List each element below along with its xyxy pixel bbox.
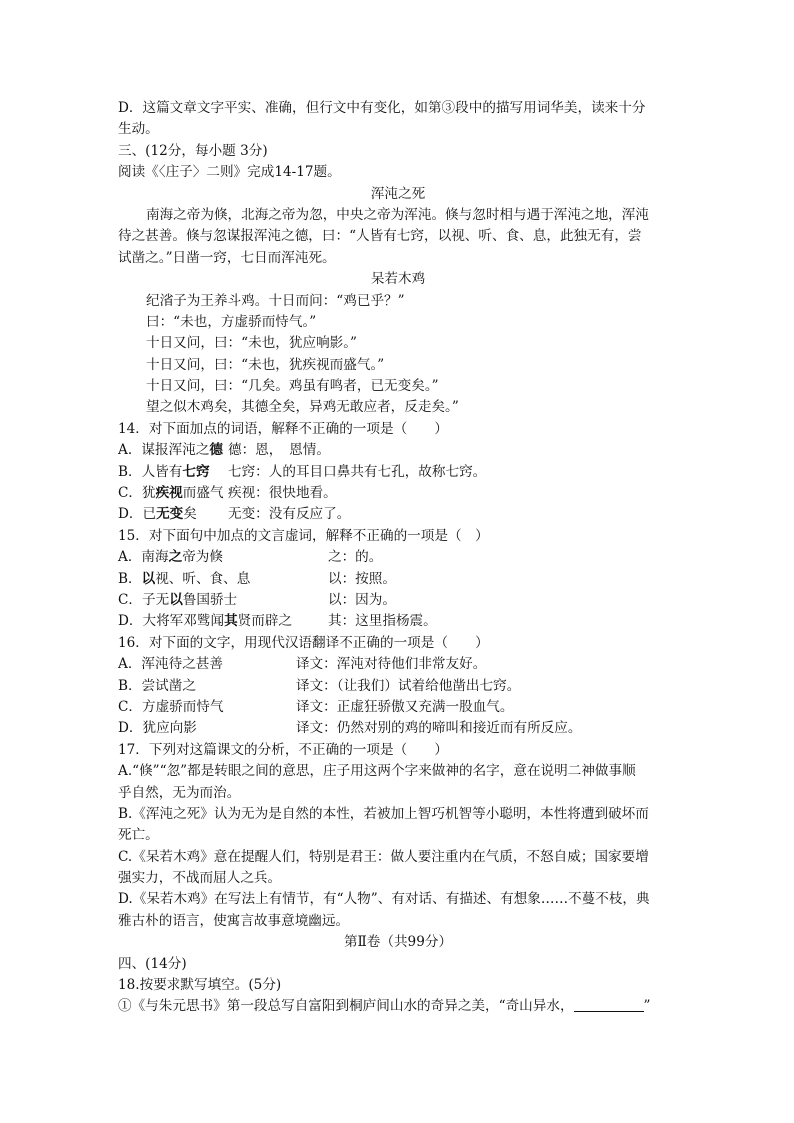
passage-line: 试凿之。”日凿一窍，七日而浑沌死。 (118, 249, 336, 266)
question-17: 17．下列对这篇课文的分析，不正确的一项是（ ） (118, 741, 448, 758)
question-14: 14．对下面加点的词语，解释不正确的一项是（ ） (118, 420, 448, 437)
passage-line: 纪渻子为王养斗鸡。十日而问：“鸡已乎？” (146, 292, 405, 309)
q16-option-c: C．方虚骄而恃气 译文：正虚狂骄傲又充满一股血气。 (118, 698, 514, 715)
question-18: 18.按要求默写填空。(5分) (118, 977, 282, 994)
part-2-heading: 第Ⅱ卷（共99分） (343, 934, 453, 951)
q17-option-a-cont: 乎自然，无为而治。 (118, 784, 241, 801)
question-16: 16．对下面的文字，用现代汉语翻译不正确的一项是（ ） (118, 634, 489, 651)
q17-option-d-cont: 雅古朴的语言，使寓言故事意境幽远。 (118, 912, 350, 929)
text-line: 生动。 (118, 121, 159, 138)
q17-option-b: B.《浑沌之死》认为无为是自然的本性，若被加上智巧机智等小聪明，本性将遭到破坏而 (118, 805, 649, 822)
passage-line: 南海之帝为倏，北海之帝为忽，中央之帝为浑沌。倏与忽时相与遇于浑沌之地，浑沌 (146, 206, 649, 223)
q18-item-1: ①《与朱元思书》第一段总写自富阳到桐庐间山水的奇异之美，“奇山异水， ” (118, 998, 651, 1015)
reading-instruction: 阅读《〈庄子〉二则》完成14-17题。 (118, 164, 341, 181)
q14-option-a: A．谋报浑沌之德 德：恩， 恩情。 (118, 442, 330, 459)
q14-option-d: D．已无变矣 无变：没有反应了。 (118, 506, 351, 523)
q15-option-a: A．南海之帝为倏 之：的。 (118, 549, 383, 566)
passage-line: 待之甚善。倏与忽谋报浑沌之德，曰：“人皆有七窍，以视、听、食、息，此独无有，尝 (118, 228, 642, 245)
q17-option-d: D.《呆若木鸡》在写法上有情节，有“人物”、有对话、有描述、有想象……不蔓不枝，典 (118, 891, 650, 908)
question-15: 15．对下面句中加点的文言虚词，解释不正确的一项是（ ） (118, 527, 489, 544)
text-line: D．这篇文章文字平实、准确，但行文中有变化，如第③段中的描写用词华美，读来十分 (118, 100, 646, 116)
q17-option-c-cont: 强实力，不战而屈人之兵。 (118, 870, 282, 887)
passage-line: 十日又问，曰：“几矣。鸡虽有鸣者，已无变矣。” (146, 378, 439, 395)
q16-option-a: A．浑沌待之甚善 译文：浑沌对待他们非常友好。 (118, 656, 487, 673)
q16-option-b: B．尝试凿之 译文：（让我们）试着给他凿出七窍。 (118, 677, 521, 694)
q15-option-b: B．以视、听、食、息 以：按照。 (118, 570, 396, 587)
q17-option-a: A.“倏”“忽”都是转眼之间的意思，庄子用这两个字来做神的名字，意在说明二神做事顺 (118, 763, 636, 780)
document-page (118, 98, 678, 1018)
passage-line: 十日又问，曰：“未也，犹疾视而盛气。” (146, 356, 385, 373)
q15-option-c: C．子无以鲁国骄士 以：因为。 (118, 591, 396, 608)
section-heading-3: 三、(12分，每小题 3分) (118, 142, 268, 159)
q17-option-b-cont: 死亡。 (118, 827, 159, 844)
passage-title-muji: 呆若木鸡 (370, 271, 426, 288)
q16-option-d: D．犹应向影 译文：仍然对别的鸡的啼叫和接近而有所反应。 (118, 720, 582, 737)
passage-line: 望之似木鸡矣，其德全矣，异鸡无敢应者，反走矣。” (146, 399, 459, 416)
passage-title-hundun: 浑沌之死 (370, 185, 426, 202)
passage-line: 曰：“未也，方虚骄而恃气。” (146, 313, 317, 330)
fill-in-blank[interactable] (574, 997, 644, 1012)
passage-line: 十日又问，曰：“未也，犹应响影。” (146, 335, 358, 352)
q14-option-c: C．犹疾视而盛气 疾视：很快地看。 (118, 485, 337, 502)
section-heading-4: 四、(14分) (118, 955, 187, 972)
q15-option-d: D．大将军邓骘闻其贤而辟之 其：这里指杨震。 (118, 613, 437, 630)
q14-option-b: B．人皆有七窍 七窍：人的耳目口鼻共有七孔，故称七窍。 (118, 463, 487, 480)
q17-option-c: C.《呆若木鸡》意在提醒人们，特别是君王：做人要注重内在气质，不怒自威；国家要增 (118, 848, 649, 865)
